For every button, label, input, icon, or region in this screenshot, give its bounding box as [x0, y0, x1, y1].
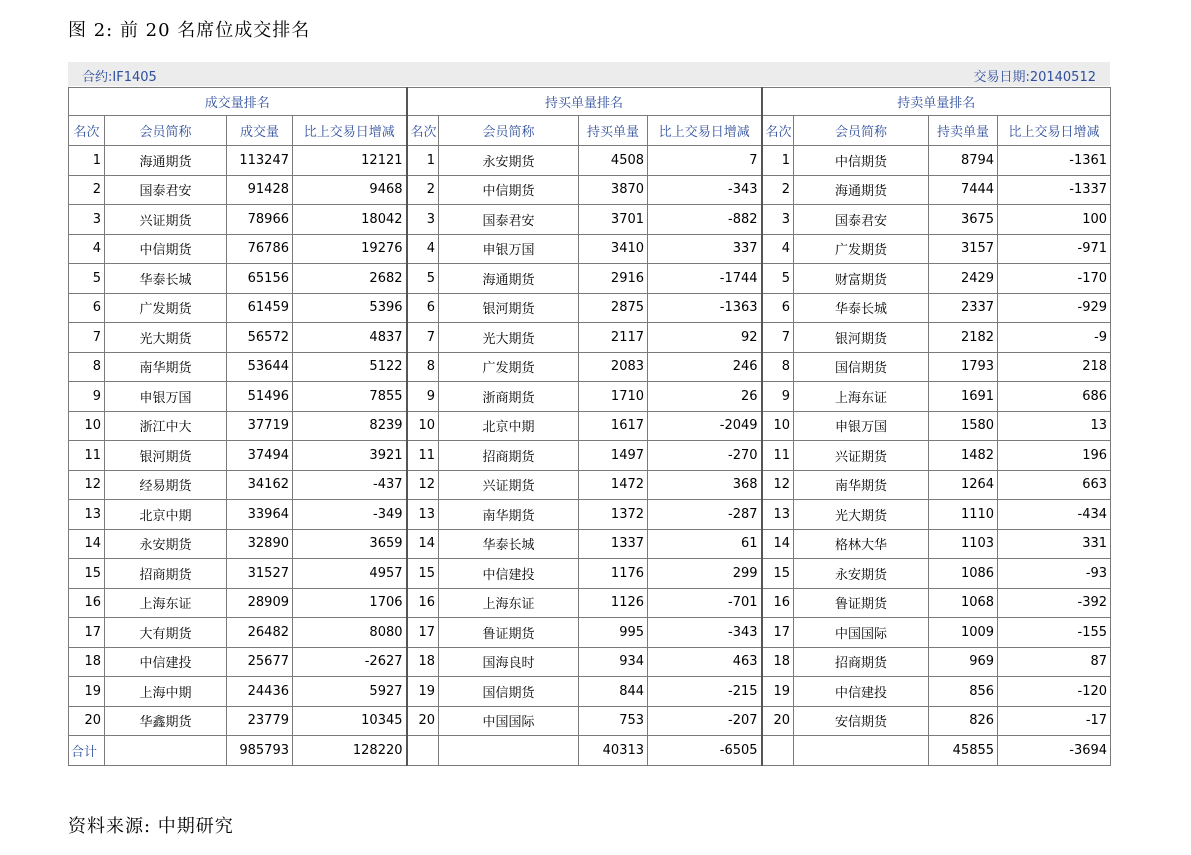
member-name-cell: 中信建投 — [439, 559, 579, 589]
member-name-cell: 招商期货 — [794, 647, 929, 677]
member-col-header: 会员简称 — [794, 116, 929, 146]
rank-cell: 6 — [69, 293, 105, 323]
rank-cell: 5 — [762, 264, 794, 294]
table-row — [69, 205, 1111, 235]
member-name-cell: 海通期货 — [439, 264, 579, 294]
table-row — [69, 234, 1111, 264]
amount-cell: 2875 — [579, 293, 648, 323]
member-name-cell: 光大期货 — [794, 500, 929, 530]
amount-cell: 33964 — [227, 500, 293, 530]
member-name-cell: 鲁证期货 — [439, 618, 579, 648]
amount-cell: 24436 — [227, 677, 293, 707]
rank-cell: 20 — [762, 706, 794, 736]
change-cell: 8080 — [293, 618, 407, 648]
member-name-cell: 大有期货 — [105, 618, 227, 648]
amount-cell: 53644 — [227, 352, 293, 382]
table-row — [69, 352, 1111, 382]
change-cell: 8239 — [293, 411, 407, 441]
change-cell: 10345 — [293, 706, 407, 736]
amount-cell: 753 — [579, 706, 648, 736]
member-name-cell: 广发期货 — [794, 234, 929, 264]
change-cell: -392 — [998, 588, 1111, 618]
rank-cell: 16 — [69, 588, 105, 618]
member-name-cell: 浙商期货 — [439, 382, 579, 412]
table-row — [69, 500, 1111, 530]
ranking-table — [68, 87, 1111, 766]
change-cell: 87 — [998, 647, 1111, 677]
amount-cell: 1691 — [929, 382, 998, 412]
member-name-cell: 永安期货 — [105, 529, 227, 559]
rank-cell: 8 — [762, 352, 794, 382]
table-row — [69, 441, 1111, 471]
rank-cell: 11 — [407, 441, 439, 471]
rank-cell: 20 — [69, 706, 105, 736]
rank-cell: 18 — [69, 647, 105, 677]
change-cell: 299 — [648, 559, 762, 589]
rank-cell: 6 — [407, 293, 439, 323]
totals-empty-cell — [794, 736, 929, 766]
member-name-cell: 永安期货 — [439, 146, 579, 176]
rank-cell: 2 — [69, 175, 105, 205]
amount-cell: 1068 — [929, 588, 998, 618]
rank-cell: 9 — [762, 382, 794, 412]
member-name-cell: 格林大华 — [794, 529, 929, 559]
member-name-cell: 国海良时 — [439, 647, 579, 677]
rank-cell: 18 — [762, 647, 794, 677]
rank-cell: 9 — [69, 382, 105, 412]
amount-cell: 2337 — [929, 293, 998, 323]
member-name-cell: 华泰长城 — [794, 293, 929, 323]
change-cell: -1744 — [648, 264, 762, 294]
amount-cell: 2083 — [579, 352, 648, 382]
amount-cell: 1372 — [579, 500, 648, 530]
amount-cell: 76786 — [227, 234, 293, 264]
rank-cell: 7 — [407, 323, 439, 353]
rank-cell: 20 — [407, 706, 439, 736]
amount-cell: 2916 — [579, 264, 648, 294]
member-name-cell: 中信期货 — [794, 146, 929, 176]
change-cell: -701 — [648, 588, 762, 618]
table-row — [69, 264, 1111, 294]
amount-cell: 1110 — [929, 500, 998, 530]
amount-cell: 1580 — [929, 411, 998, 441]
table-row — [69, 529, 1111, 559]
rank-col-header: 名次 — [407, 116, 439, 146]
member-name-cell: 银河期货 — [105, 441, 227, 471]
change-col-header: 比上交易日增减 — [998, 116, 1111, 146]
member-name-cell: 南华期货 — [439, 500, 579, 530]
member-name-cell: 申银万国 — [105, 382, 227, 412]
member-name-cell: 中信期货 — [105, 234, 227, 264]
member-name-cell: 上海东证 — [105, 588, 227, 618]
rank-cell: 3 — [407, 205, 439, 235]
rank-cell: 12 — [762, 470, 794, 500]
amount-cell: 934 — [579, 647, 648, 677]
change-cell: -93 — [998, 559, 1111, 589]
rank-cell: 8 — [69, 352, 105, 382]
change-cell: -343 — [648, 175, 762, 205]
member-name-cell: 华鑫期货 — [105, 706, 227, 736]
amount-cell: 3870 — [579, 175, 648, 205]
group-header-buy: 持买单量排名 — [407, 88, 762, 116]
rank-cell: 5 — [69, 264, 105, 294]
amount-cell: 1497 — [579, 441, 648, 471]
rank-cell: 15 — [69, 559, 105, 589]
table-row — [69, 382, 1111, 412]
table-row — [69, 677, 1111, 707]
table-row — [69, 293, 1111, 323]
member-name-cell: 中国国际 — [794, 618, 929, 648]
rank-cell: 4 — [407, 234, 439, 264]
rank-cell: 17 — [69, 618, 105, 648]
change-cell: 92 — [648, 323, 762, 353]
amount-cell: 3675 — [929, 205, 998, 235]
totals-empty-cell — [105, 736, 227, 766]
rank-cell: 7 — [762, 323, 794, 353]
amount-cell: 56572 — [227, 323, 293, 353]
amount-cell: 1176 — [579, 559, 648, 589]
info-bar — [68, 62, 1110, 86]
rank-cell: 16 — [407, 588, 439, 618]
member-name-cell: 浙江中大 — [105, 411, 227, 441]
change-cell: 663 — [998, 470, 1111, 500]
change-cell: -9 — [998, 323, 1111, 353]
change-cell: -2049 — [648, 411, 762, 441]
rank-cell: 2 — [407, 175, 439, 205]
rank-cell: 19 — [762, 677, 794, 707]
rank-cell: 7 — [69, 323, 105, 353]
amount-cell: 856 — [929, 677, 998, 707]
member-name-cell: 兴证期货 — [794, 441, 929, 471]
change-cell: -120 — [998, 677, 1111, 707]
change-cell: 218 — [998, 352, 1111, 382]
change-cell: -170 — [998, 264, 1111, 294]
member-name-cell: 招商期货 — [439, 441, 579, 471]
member-name-cell: 申银万国 — [439, 234, 579, 264]
member-name-cell: 中信建投 — [794, 677, 929, 707]
table-row — [69, 706, 1111, 736]
change-cell: 4957 — [293, 559, 407, 589]
change-cell: 26 — [648, 382, 762, 412]
change-cell: -434 — [998, 500, 1111, 530]
amount-cell: 995 — [579, 618, 648, 648]
totals-empty-cell — [439, 736, 579, 766]
rank-col-header: 名次 — [762, 116, 794, 146]
member-name-cell: 国信期货 — [439, 677, 579, 707]
member-name-cell: 银河期货 — [439, 293, 579, 323]
totals-row — [69, 736, 1111, 766]
amount-cell: 3701 — [579, 205, 648, 235]
total-buy: 40313 — [579, 736, 648, 766]
member-name-cell: 北京中期 — [439, 411, 579, 441]
rank-cell: 10 — [407, 411, 439, 441]
member-name-cell: 兴证期货 — [439, 470, 579, 500]
amount-cell: 8794 — [929, 146, 998, 176]
change-cell: 7 — [648, 146, 762, 176]
amount-cell: 37719 — [227, 411, 293, 441]
change-cell: -17 — [998, 706, 1111, 736]
change-cell: -1363 — [648, 293, 762, 323]
member-name-cell: 中国国际 — [439, 706, 579, 736]
amount-cell: 1009 — [929, 618, 998, 648]
totals-empty-cell — [407, 736, 439, 766]
rank-cell: 4 — [69, 234, 105, 264]
amount-cell: 1264 — [929, 470, 998, 500]
change-cell: 337 — [648, 234, 762, 264]
table-row — [69, 470, 1111, 500]
amount-cell: 1472 — [579, 470, 648, 500]
amount-cell: 31527 — [227, 559, 293, 589]
member-name-cell: 北京中期 — [105, 500, 227, 530]
amount-cell: 1103 — [929, 529, 998, 559]
amount-cell: 2429 — [929, 264, 998, 294]
change-cell: 100 — [998, 205, 1111, 235]
rank-cell: 14 — [407, 529, 439, 559]
change-cell: -1337 — [998, 175, 1111, 205]
rank-cell: 13 — [407, 500, 439, 530]
member-name-cell: 经易期货 — [105, 470, 227, 500]
change-cell: -155 — [998, 618, 1111, 648]
member-name-cell: 安信期货 — [794, 706, 929, 736]
change-cell: 196 — [998, 441, 1111, 471]
amount-cell: 37494 — [227, 441, 293, 471]
member-name-cell: 国泰君安 — [105, 175, 227, 205]
amount-cell: 844 — [579, 677, 648, 707]
change-cell: -270 — [648, 441, 762, 471]
totals-empty-cell — [762, 736, 794, 766]
contract-label: 合约:IF1405 — [82, 70, 157, 85]
change-col-header: 比上交易日增减 — [648, 116, 762, 146]
amount-cell: 91428 — [227, 175, 293, 205]
change-cell: 2682 — [293, 264, 407, 294]
amount-cell: 4508 — [579, 146, 648, 176]
member-name-cell: 永安期货 — [794, 559, 929, 589]
change-cell: -1361 — [998, 146, 1111, 176]
change-cell: 5396 — [293, 293, 407, 323]
amount-cell: 1337 — [579, 529, 648, 559]
amount-cell: 1710 — [579, 382, 648, 412]
change-cell: -343 — [648, 618, 762, 648]
rank-col-header: 名次 — [69, 116, 105, 146]
change-cell: -207 — [648, 706, 762, 736]
change-cell: -287 — [648, 500, 762, 530]
totals-label: 合计 — [69, 736, 105, 766]
amount-cell: 23779 — [227, 706, 293, 736]
amount-cell: 3157 — [929, 234, 998, 264]
member-name-cell: 中信期货 — [439, 175, 579, 205]
amount-cell: 1086 — [929, 559, 998, 589]
change-cell: 7855 — [293, 382, 407, 412]
total-volume-change: 128220 — [293, 736, 407, 766]
change-cell: -2627 — [293, 647, 407, 677]
rank-cell: 5 — [407, 264, 439, 294]
member-name-cell: 国泰君安 — [794, 205, 929, 235]
member-name-cell: 国泰君安 — [439, 205, 579, 235]
rank-cell: 12 — [69, 470, 105, 500]
source-note: 资料来源: 中期研究 — [68, 816, 234, 837]
volume-col-header: 持买单量 — [579, 116, 648, 146]
member-name-cell: 广发期货 — [439, 352, 579, 382]
column-header-row — [69, 116, 1111, 146]
rank-cell: 8 — [407, 352, 439, 382]
rank-cell: 1 — [407, 146, 439, 176]
group-header-sell: 持卖单量排名 — [762, 88, 1111, 116]
amount-cell: 3410 — [579, 234, 648, 264]
figure-caption: 图 2: 前 20 名席位成交排名 — [68, 20, 311, 41]
amount-cell: 1793 — [929, 352, 998, 382]
rank-cell: 12 — [407, 470, 439, 500]
rank-cell: 1 — [762, 146, 794, 176]
amount-cell: 1617 — [579, 411, 648, 441]
change-col-header: 比上交易日增减 — [293, 116, 407, 146]
member-name-cell: 光大期货 — [439, 323, 579, 353]
member-name-cell: 招商期货 — [105, 559, 227, 589]
change-cell: 12121 — [293, 146, 407, 176]
rank-cell: 17 — [762, 618, 794, 648]
table-row — [69, 411, 1111, 441]
member-name-cell: 中信建投 — [105, 647, 227, 677]
change-cell: 368 — [648, 470, 762, 500]
amount-cell: 26482 — [227, 618, 293, 648]
amount-cell: 2182 — [929, 323, 998, 353]
change-cell: 331 — [998, 529, 1111, 559]
rank-cell: 11 — [762, 441, 794, 471]
member-name-cell: 海通期货 — [794, 175, 929, 205]
member-name-cell: 上海中期 — [105, 677, 227, 707]
rank-cell: 15 — [762, 559, 794, 589]
amount-cell: 1126 — [579, 588, 648, 618]
table-row — [69, 175, 1111, 205]
amount-cell: 51496 — [227, 382, 293, 412]
member-name-cell: 广发期货 — [105, 293, 227, 323]
rank-cell: 10 — [69, 411, 105, 441]
rank-cell: 17 — [407, 618, 439, 648]
change-cell: 3659 — [293, 529, 407, 559]
group-header-row — [69, 88, 1111, 116]
change-cell: 61 — [648, 529, 762, 559]
change-cell: -437 — [293, 470, 407, 500]
rank-cell: 9 — [407, 382, 439, 412]
amount-cell: 34162 — [227, 470, 293, 500]
rank-cell: 19 — [407, 677, 439, 707]
change-cell: 13 — [998, 411, 1111, 441]
change-cell: 246 — [648, 352, 762, 382]
volume-col-header: 成交量 — [227, 116, 293, 146]
amount-cell: 7444 — [929, 175, 998, 205]
member-name-cell: 上海东证 — [794, 382, 929, 412]
member-name-cell: 财富期货 — [794, 264, 929, 294]
table-row — [69, 559, 1111, 589]
change-cell: -929 — [998, 293, 1111, 323]
group-header-volume: 成交量排名 — [69, 88, 407, 116]
change-cell: 9468 — [293, 175, 407, 205]
amount-cell: 2117 — [579, 323, 648, 353]
trade-date-label: 交易日期:20140512 — [973, 70, 1096, 85]
total-buy-change: -6505 — [648, 736, 762, 766]
table-row — [69, 618, 1111, 648]
rank-cell: 13 — [762, 500, 794, 530]
rank-cell: 13 — [69, 500, 105, 530]
rank-cell: 11 — [69, 441, 105, 471]
rank-cell: 14 — [762, 529, 794, 559]
amount-cell: 78966 — [227, 205, 293, 235]
member-col-header: 会员简称 — [105, 116, 227, 146]
change-cell: 18042 — [293, 205, 407, 235]
member-name-cell: 鲁证期货 — [794, 588, 929, 618]
change-cell: 463 — [648, 647, 762, 677]
rank-cell: 19 — [69, 677, 105, 707]
change-cell: 5927 — [293, 677, 407, 707]
ranking-body — [69, 146, 1111, 736]
change-cell: 19276 — [293, 234, 407, 264]
member-name-cell: 华泰长城 — [439, 529, 579, 559]
table-row — [69, 323, 1111, 353]
total-sell: 45855 — [929, 736, 998, 766]
total-sell-change: -3694 — [998, 736, 1111, 766]
rank-cell: 4 — [762, 234, 794, 264]
member-col-header: 会员简称 — [439, 116, 579, 146]
rank-cell: 18 — [407, 647, 439, 677]
rank-cell: 6 — [762, 293, 794, 323]
rank-cell: 2 — [762, 175, 794, 205]
table-row — [69, 588, 1111, 618]
member-name-cell: 华泰长城 — [105, 264, 227, 294]
rank-cell: 16 — [762, 588, 794, 618]
amount-cell: 113247 — [227, 146, 293, 176]
change-cell: -215 — [648, 677, 762, 707]
rank-cell: 1 — [69, 146, 105, 176]
rank-cell: 3 — [762, 205, 794, 235]
rank-cell: 10 — [762, 411, 794, 441]
member-name-cell: 海通期货 — [105, 146, 227, 176]
change-cell: 686 — [998, 382, 1111, 412]
change-cell: 3921 — [293, 441, 407, 471]
change-cell: 5122 — [293, 352, 407, 382]
change-cell: 4837 — [293, 323, 407, 353]
member-name-cell: 光大期货 — [105, 323, 227, 353]
member-name-cell: 上海东证 — [439, 588, 579, 618]
amount-cell: 969 — [929, 647, 998, 677]
member-name-cell: 南华期货 — [794, 470, 929, 500]
member-name-cell: 银河期货 — [794, 323, 929, 353]
member-name-cell: 兴证期货 — [105, 205, 227, 235]
amount-cell: 25677 — [227, 647, 293, 677]
amount-cell: 32890 — [227, 529, 293, 559]
amount-cell: 1482 — [929, 441, 998, 471]
amount-cell: 61459 — [227, 293, 293, 323]
total-volume: 985793 — [227, 736, 293, 766]
rank-cell: 14 — [69, 529, 105, 559]
member-name-cell: 国信期货 — [794, 352, 929, 382]
amount-cell: 28909 — [227, 588, 293, 618]
member-name-cell: 南华期货 — [105, 352, 227, 382]
change-cell: 1706 — [293, 588, 407, 618]
change-cell: -882 — [648, 205, 762, 235]
amount-cell: 826 — [929, 706, 998, 736]
volume-col-header: 持卖单量 — [929, 116, 998, 146]
rank-cell: 15 — [407, 559, 439, 589]
amount-cell: 65156 — [227, 264, 293, 294]
change-cell: -971 — [998, 234, 1111, 264]
table-row — [69, 647, 1111, 677]
member-name-cell: 申银万国 — [794, 411, 929, 441]
change-cell: -349 — [293, 500, 407, 530]
table-row — [69, 146, 1111, 176]
rank-cell: 3 — [69, 205, 105, 235]
